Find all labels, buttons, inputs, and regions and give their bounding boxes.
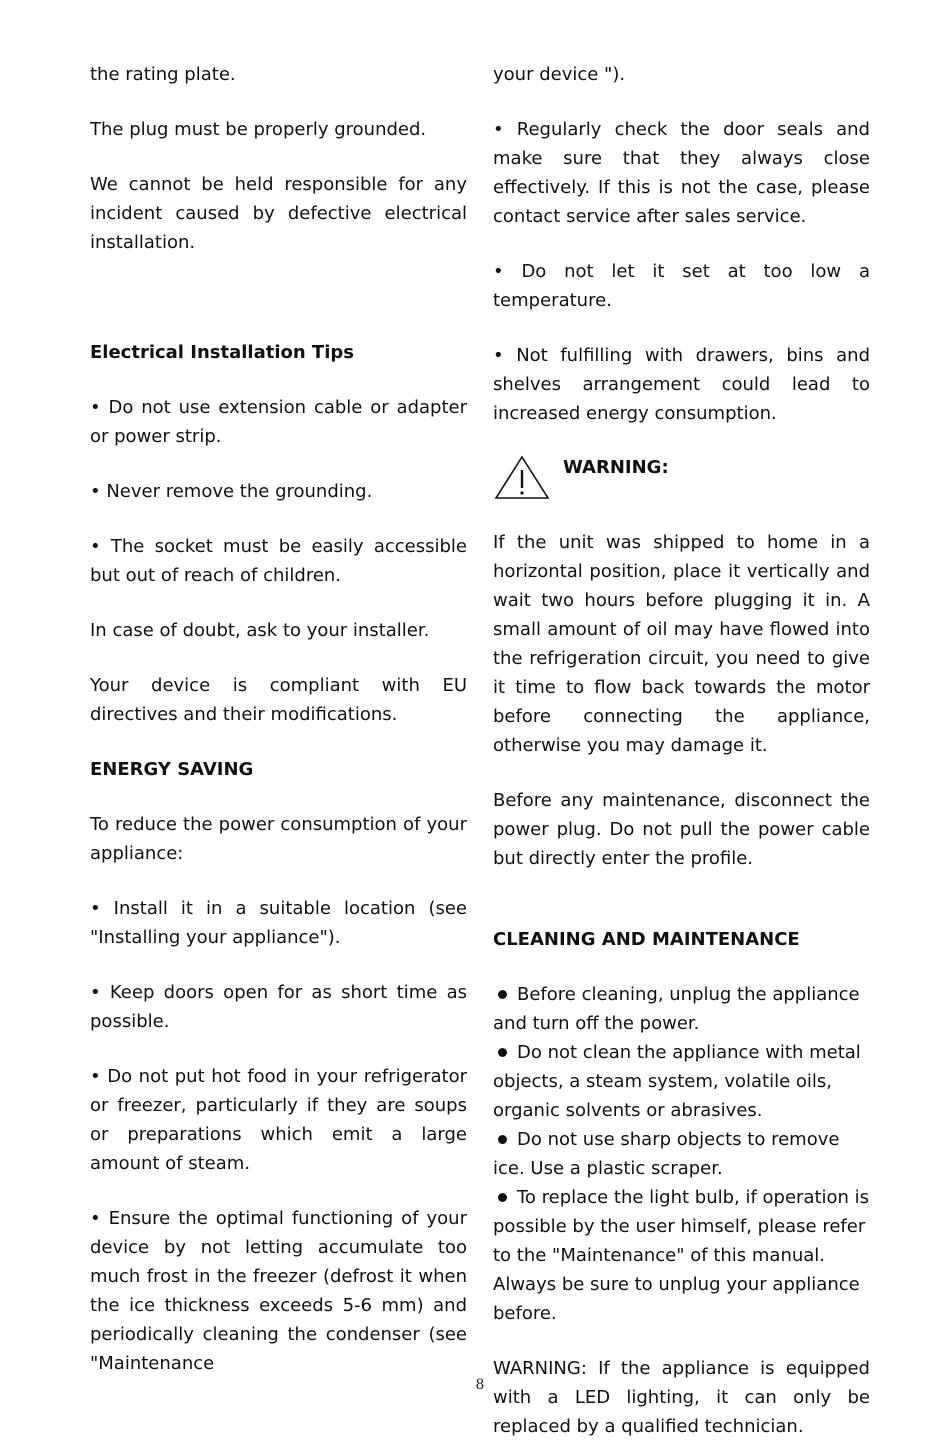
paragraph: • Do not use extension cable or adapter or power strip.: [90, 397, 467, 447]
paragraph: WARNING: If the appliance is equipped with a LED lighting, it can only be replaced by a qualified technician.: [493, 1358, 870, 1437]
bullet-dot-icon: [498, 1193, 507, 1202]
paragraph: • Regularly check the door seals and make sure that they always close effectively. If this is not the case, please contact service after sales service.: [493, 119, 870, 227]
section-heading-electrical: Electrical Installation Tips: [90, 342, 354, 363]
paragraph: • Ensure the optimal functioning of your device by not letting accumulate too much frost in the freezer (defrost it when the ice thickness exceeds 5-6 mm) and periodically cleaning the condenser (see "Maintenance: [90, 1208, 467, 1374]
bullet-dot-icon: [498, 1048, 507, 1057]
paragraph: • Never remove the grounding.: [90, 481, 373, 502]
warning-title: WARNING:: [563, 457, 669, 478]
section-heading-cleaning: CLEANING AND MAINTENANCE: [493, 929, 800, 950]
bullet-dot-icon: [498, 1135, 507, 1144]
section-heading-energy: ENERGY SAVING: [90, 759, 254, 780]
paragraph: • Do not let it set at too low a temperature.: [493, 261, 870, 311]
page-number: 8: [475, 1377, 485, 1393]
paragraph: Before any maintenance, disconnect the power plug. Do not pull the power cable but directly enter the profile.: [493, 790, 870, 869]
right-column: [493, 60, 870, 1441]
spacer: [493, 899, 870, 925]
paragraph: the rating plate.: [90, 64, 236, 85]
warning-triangle-icon: [493, 454, 551, 500]
list-item: Do not use sharp objects to remove ice. Use a plastic scraper.: [493, 1129, 840, 1179]
list-item: Before cleaning, unplug the appliance and turn off the power.: [493, 984, 860, 1034]
paragraph: We cannot be held responsible for any incident caused by defective electrical installation.: [90, 174, 467, 253]
paragraph: To reduce the power consumption of your appliance:: [90, 814, 467, 864]
paragraph: The plug must be properly grounded.: [90, 119, 427, 140]
left-column: [90, 60, 467, 1378]
list-item: Do not clean the appliance with metal objects, a steam system, volatile oils, organic solvents or abrasives.: [493, 1042, 861, 1121]
paragraph: In case of doubt, ask to your installer.: [90, 620, 430, 641]
cleaning-bullet-list: [493, 980, 870, 1328]
paragraph: • The socket must be easily accessible but out of reach of children.: [90, 536, 467, 586]
bullet-dot-icon: [498, 990, 507, 999]
paragraph: • Do not put hot food in your refrigerator or freezer, particularly if they are soups or preparations which emit a large amount of steam.: [90, 1066, 467, 1174]
paragraph: • Keep doors open for as short time as possible.: [90, 982, 467, 1032]
list-item: To replace the light bulb, if operation is possible by the user himself, please refer to the "Maintenance" of this manual. Always be sure to unplug your appliance before.: [493, 1187, 870, 1324]
paragraph: • Not fulfilling with drawers, bins and shelves arrangement could lead to increased energy consumption.: [493, 345, 870, 424]
paragraph: Your device is compliant with EU directives and their modifications.: [90, 675, 467, 725]
paragraph: your device ").: [493, 64, 626, 85]
paragraph: • Install it in a suitable location (see "Installing your appliance").: [90, 898, 467, 948]
warning-header: [493, 454, 870, 502]
paragraph: If the unit was shipped to home in a horizontal position, place it vertically and wait two hours before plugging it in. A small amount of oil may have flowed into the refrigeration circuit, you need to give it time to flow back towards the motor before connecting the appliance, otherwise you may damage it.: [493, 532, 870, 756]
spacer: [90, 283, 467, 338]
